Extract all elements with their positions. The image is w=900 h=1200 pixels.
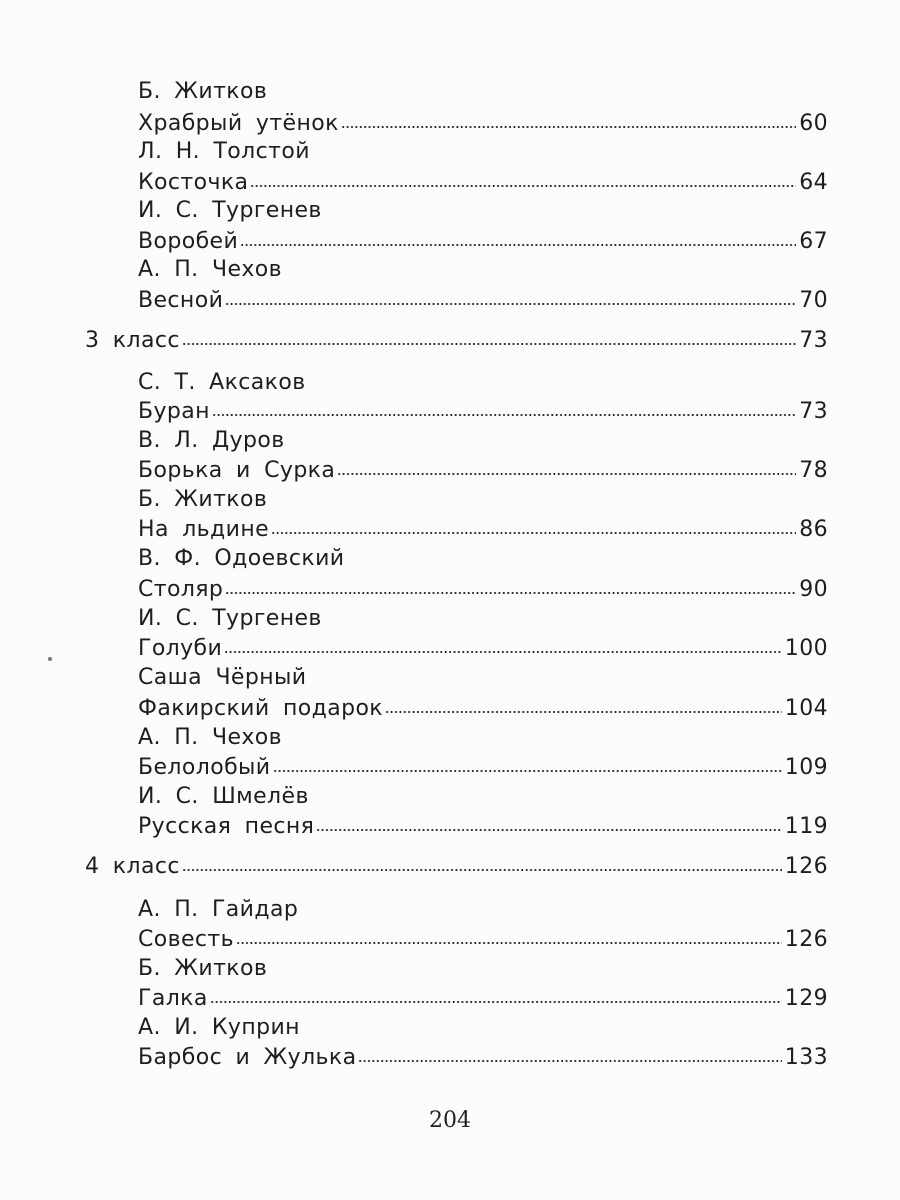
author-name: Л. Н. Толстой xyxy=(138,139,310,164)
entry-page-number: 119 xyxy=(784,814,828,839)
author-name: А. П. Чехов xyxy=(138,725,283,750)
toc-entry xyxy=(138,287,828,315)
toc-entry xyxy=(138,169,828,197)
toc-section-heading xyxy=(85,853,828,881)
section-page-number: 126 xyxy=(784,854,828,879)
author-name: И. С. Шмелёв xyxy=(138,784,309,809)
entry-title: Косточка xyxy=(138,170,249,195)
entry-title: Борька и Сурка xyxy=(138,458,336,483)
dot-leader xyxy=(225,590,796,596)
entry-page-number: 133 xyxy=(784,1045,828,1070)
entry-title: На льдине xyxy=(138,517,270,542)
print-speck xyxy=(48,657,52,661)
author-name: А. И. Куприн xyxy=(138,1015,300,1040)
dot-leader xyxy=(271,530,796,536)
toc-author xyxy=(138,197,322,225)
entry-page-number: 90 xyxy=(799,577,828,602)
toc-author xyxy=(138,427,285,455)
entry-page-number: 100 xyxy=(784,636,828,661)
toc-author xyxy=(138,1014,300,1042)
entry-title: Воробей xyxy=(138,229,239,254)
entry-page-number: 70 xyxy=(799,288,828,313)
entry-page-number: 73 xyxy=(799,399,828,424)
dot-leader xyxy=(358,1058,781,1064)
toc-author xyxy=(138,138,310,166)
toc-author xyxy=(138,664,306,692)
author-name: А. П. Гайдар xyxy=(138,897,299,922)
author-name: И. С. Тургенев xyxy=(138,606,322,631)
toc-entry xyxy=(138,1044,828,1072)
author-name: Саша Чёрный xyxy=(138,665,307,690)
dot-leader xyxy=(273,768,782,774)
toc-author xyxy=(138,369,306,397)
entry-page-number: 86 xyxy=(799,517,828,542)
author-name: В. Л. Дуров xyxy=(138,428,285,453)
toc-author xyxy=(138,256,282,284)
toc-author xyxy=(138,896,298,924)
toc-author xyxy=(138,724,282,752)
author-name: С. Т. Аксаков xyxy=(138,370,306,395)
dot-leader xyxy=(210,999,782,1005)
page-number-footer: 204 xyxy=(429,1108,471,1133)
toc-author xyxy=(138,783,309,811)
toc-entry xyxy=(138,926,828,954)
toc-entry xyxy=(138,813,828,841)
section-title: 4 класс xyxy=(85,854,180,879)
toc-author xyxy=(138,545,344,573)
toc-entry xyxy=(138,516,828,544)
entry-page-number: 78 xyxy=(799,458,828,483)
toc-section-heading xyxy=(85,327,828,355)
author-name: Б. Житков xyxy=(138,79,268,104)
entry-title: Весной xyxy=(138,288,224,313)
toc-author xyxy=(138,605,322,633)
entry-title: Галка xyxy=(138,986,208,1011)
toc-entry xyxy=(138,228,828,256)
entry-page-number: 64 xyxy=(799,170,828,195)
entry-page-number: 67 xyxy=(799,229,828,254)
toc-author xyxy=(138,955,267,983)
entry-title: Голуби xyxy=(138,636,223,661)
toc-entry xyxy=(138,635,828,663)
entry-title: Буран xyxy=(138,399,210,424)
entry-page-number: 126 xyxy=(784,927,828,952)
entry-title: Факирский подарок xyxy=(138,696,383,721)
author-name: А. П. Чехов xyxy=(138,257,283,282)
entry-title: Белолобый xyxy=(138,755,271,780)
toc-entry xyxy=(138,110,828,138)
toc-entry xyxy=(138,457,828,485)
dot-leader xyxy=(212,412,796,418)
toc-entry xyxy=(138,695,828,723)
dot-leader xyxy=(182,867,782,873)
author-name: В. Ф. Одоевский xyxy=(138,546,345,571)
entry-title: Барбос и Жулька xyxy=(138,1045,357,1070)
entry-page-number: 129 xyxy=(784,986,828,1011)
toc-entry xyxy=(138,576,828,604)
author-name: Б. Житков xyxy=(138,487,268,512)
dot-leader xyxy=(236,940,782,946)
entry-title: Храбрый утёнок xyxy=(138,111,339,136)
section-page-number: 73 xyxy=(799,328,828,353)
dot-leader xyxy=(225,301,796,307)
author-name: Б. Житков xyxy=(138,956,268,981)
dot-leader xyxy=(341,124,796,130)
dot-leader xyxy=(224,649,782,655)
entry-page-number: 109 xyxy=(784,755,828,780)
toc-author xyxy=(138,78,267,106)
author-name: И. С. Тургенев xyxy=(138,198,322,223)
entry-page-number: 60 xyxy=(799,111,828,136)
dot-leader xyxy=(316,827,781,833)
toc-entry xyxy=(138,754,828,782)
entry-page-number: 104 xyxy=(784,696,828,721)
section-title: 3 класс xyxy=(85,328,180,353)
dot-leader xyxy=(240,242,796,248)
entry-title: Русская песня xyxy=(138,814,315,839)
dot-leader xyxy=(182,341,796,347)
toc-entry xyxy=(138,398,828,426)
dot-leader xyxy=(337,471,796,477)
entry-title: Столяр xyxy=(138,577,224,602)
toc-author xyxy=(138,486,267,514)
dot-leader xyxy=(385,709,782,715)
entry-title: Совесть xyxy=(138,927,234,952)
dot-leader xyxy=(250,183,796,189)
toc-entry xyxy=(138,985,828,1013)
